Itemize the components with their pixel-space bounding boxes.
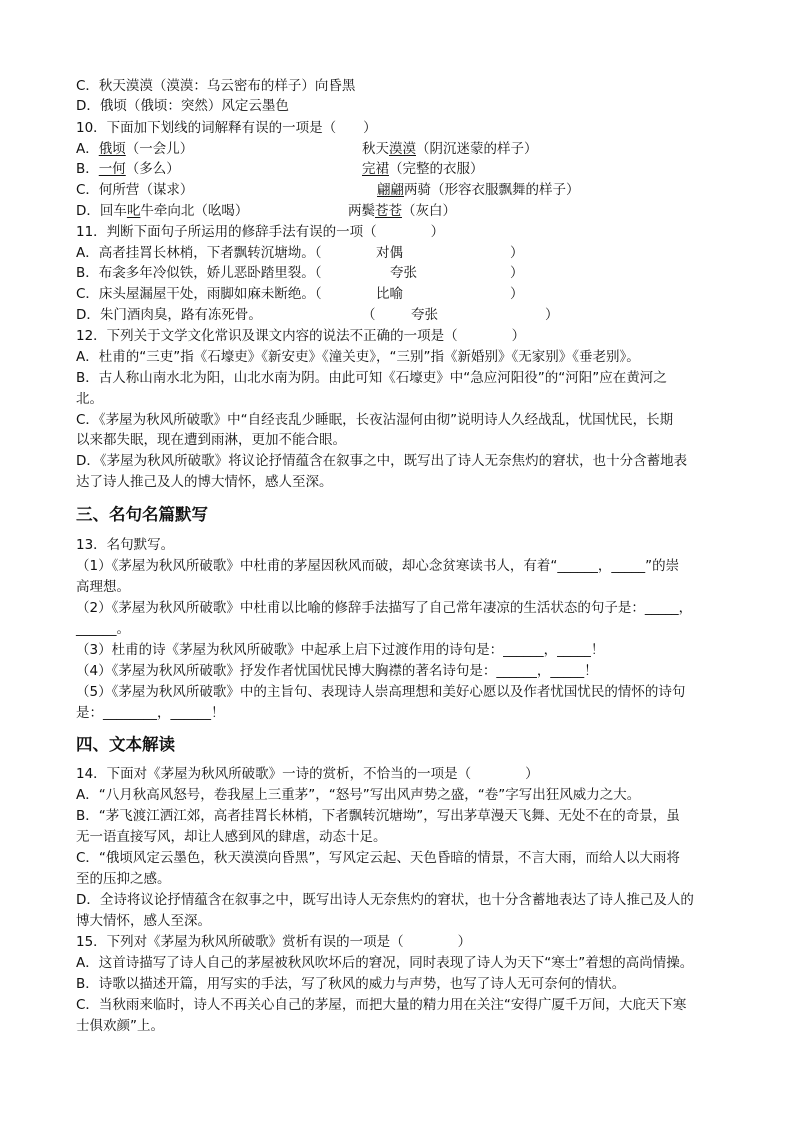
q12-line: 以来都失眠，现在遭到雨淋，更加不能合眼。 xyxy=(76,432,346,448)
q10-option-d-left: D．回车叱牛牵向北（吆喝） xyxy=(76,203,249,219)
section-heading: 三、名句名篇默写 xyxy=(76,505,208,524)
q11-option-c-answer: 比喻 xyxy=(376,286,403,302)
q14-line: 博大情怀，感人至深。 xyxy=(76,913,211,929)
q12-line: D．《茅屋为秋风所破歌》将议论抒情蕴含在叙事之中，既写出了诗人无奈焦灼的窘状，也十分含蓄地表 xyxy=(76,453,688,469)
q11-option-b-close: ） xyxy=(510,265,524,281)
q14-line: B．“茅飞渡江洒江郊，高者挂罥长林梢，下者飘转沉塘坳”，写出茅草漫天飞舞、无处不在的奇景，虽 xyxy=(76,808,680,824)
q13-line: （3）杜甫的诗《茅屋为秋风所破歌》中起承上启下过渡作用的诗句是：______，_____！ xyxy=(76,642,605,658)
q9-option-c: C．秋天漠漠（漠漠：乌云密布的样子）向昏黑 xyxy=(76,78,356,94)
q10-option-c-right: 翩翩两骑（形容衣服飘舞的样子） xyxy=(377,182,580,198)
q10-option-b-right: 完裙（完整的衣服） xyxy=(362,161,484,177)
q13-line: （4）《茅屋为秋风所破歌》抒发作者忧国忧民博大胸襟的著名诗句是：______，_____！ xyxy=(76,663,598,679)
q10-option-c-left: C．何所营（谋求） xyxy=(76,182,194,198)
q12-line: 达了诗人推己及人的博大情怀，感人至深。 xyxy=(76,474,333,490)
q11-option-d-answer: 夸张 xyxy=(411,307,438,323)
section-heading: 四、文本解读 xyxy=(76,735,175,754)
q13-line: （5）《茅屋为秋风所破歌》中的主旨句、表现诗人崇高理想和美好心愿以及作者忧国忧民的情怀的诗句 xyxy=(76,684,686,700)
q11-option-a-close: ） xyxy=(510,245,524,261)
q11-option-b-answer: 夸张 xyxy=(390,265,417,281)
q15-line: 15．下列对《茅屋为秋风所破歌》赏析有误的一项是（ ） xyxy=(76,934,472,950)
q14-line: 14．下面对《茅屋为秋风所破歌》一诗的赏析，不恰当的一项是（ ） xyxy=(76,766,539,782)
q10-stem: 10．下面加下划线的词解释有误的一项是（ ） xyxy=(76,120,377,136)
q15-line: C．当秋雨来临时，诗人不再关心自己的茅屋，而把大量的精力用在关注“安得广厦千万间，大庇天下寒 xyxy=(76,997,687,1013)
q15-line: 士俱欢颜”上。 xyxy=(76,1018,164,1034)
q15-line: B．诗歌以描述开篇，用写实的手法，写了秋风的威力与声势，也写了诗人无可奈何的情状。 xyxy=(76,976,626,992)
q12-line: A．杜甫的“三吏”指《石壕吏》《新安吏》《潼关吏》，“三别”指《新婚别》《无家别》《垂老别》。 xyxy=(76,349,640,365)
q9-option-d: D．俄顷（俄顷：突然）风定云墨色 xyxy=(76,98,289,114)
q11-option-c: C．床头屋漏屋干处，雨脚如麻未断绝。（ xyxy=(76,286,322,302)
q11-option-a: A．高者挂罥长林梢，下者飘转沉塘坳。（ xyxy=(76,245,322,261)
q11-option-d-open: （ xyxy=(362,307,376,323)
q14-line: A．“八月秋高风怒号，卷我屋上三重茅”，“怒号”写出风声势之盛，“卷”字写出狂风威力之大。 xyxy=(76,787,641,803)
q10-option-a-right: 秋天漠漠（阴沉迷蒙的样子） xyxy=(362,141,538,157)
q11-stem: 11．判断下面句子所运用的修辞手法有误的一项（ ） xyxy=(76,224,445,240)
q13-line: 是：________，______！ xyxy=(76,705,225,721)
q13-line: 高理想。 xyxy=(76,579,130,595)
q10-option-b-left: B．一何（多么） xyxy=(76,161,180,177)
q14-line: 无一语直接写风，却让人感到风的肆虐，动态十足。 xyxy=(76,829,387,845)
q12-line: 北。 xyxy=(76,391,103,407)
q11-option-b: B．布衾多年冷似铁，娇儿恶卧踏里裂。（ xyxy=(76,265,322,281)
q10-option-a-left: A．俄顷（一会儿） xyxy=(76,141,194,157)
q12-line: B．古人称山南水北为阳，山北水南为阴。由此可知《石壕吏》中“急应河阳役”的“河阳”应在黄河之 xyxy=(76,370,667,386)
q11-option-c-close: ） xyxy=(510,286,524,302)
q13-line: （1）《茅屋为秋风所破歌》中杜甫的茅屋因秋风而破，却心念贫寒读书人，有着“______，_____”的崇 xyxy=(76,558,680,574)
q13-line: （2）《茅屋为秋风所破歌》中杜甫以比喻的修辞手法描写了自己常年凄凉的生活状态的句子是：_____， xyxy=(76,600,693,616)
q14-line: D．全诗将议论抒情蕴含在叙事之中，既写出诗人无奈焦灼的窘状，也十分含蓄地表达了诗人推己及人的 xyxy=(76,892,694,908)
q13-line: 13．名句默写。 xyxy=(76,537,175,553)
q11-option-d-close: ） xyxy=(545,307,559,323)
q10-option-d-right: 两鬓苍苍（灰白） xyxy=(348,203,456,219)
q14-line: C．“俄顷风定云墨色，秋天漠漠向昏黑”，写风定云起、天色昏暗的情景，不言大雨，而给人以大雨将 xyxy=(76,850,680,866)
q15-line: A．这首诗描写了诗人自己的茅屋被秋风吹坏后的窘况，同时表现了诗人为天下“寒士”着想的高尚情操。 xyxy=(76,955,694,971)
q12-stem: 12．下列关于文学文化常识及课文内容的说法不正确的一项是（ ） xyxy=(76,328,526,344)
q11-option-d: D．朱门酒肉臭，路有冻死骨。 xyxy=(76,307,262,323)
q13-line: ______。 xyxy=(76,621,130,637)
q11-option-a-answer: 对偶 xyxy=(376,245,403,261)
q14-line: 至的压抑之感。 xyxy=(76,871,171,887)
q12-line: C．《茅屋为秋风所破歌》中“自经丧乱少睡眠，长夜沾湿何由彻”说明诗人久经战乱，忧国忧民，长期 xyxy=(76,412,674,428)
